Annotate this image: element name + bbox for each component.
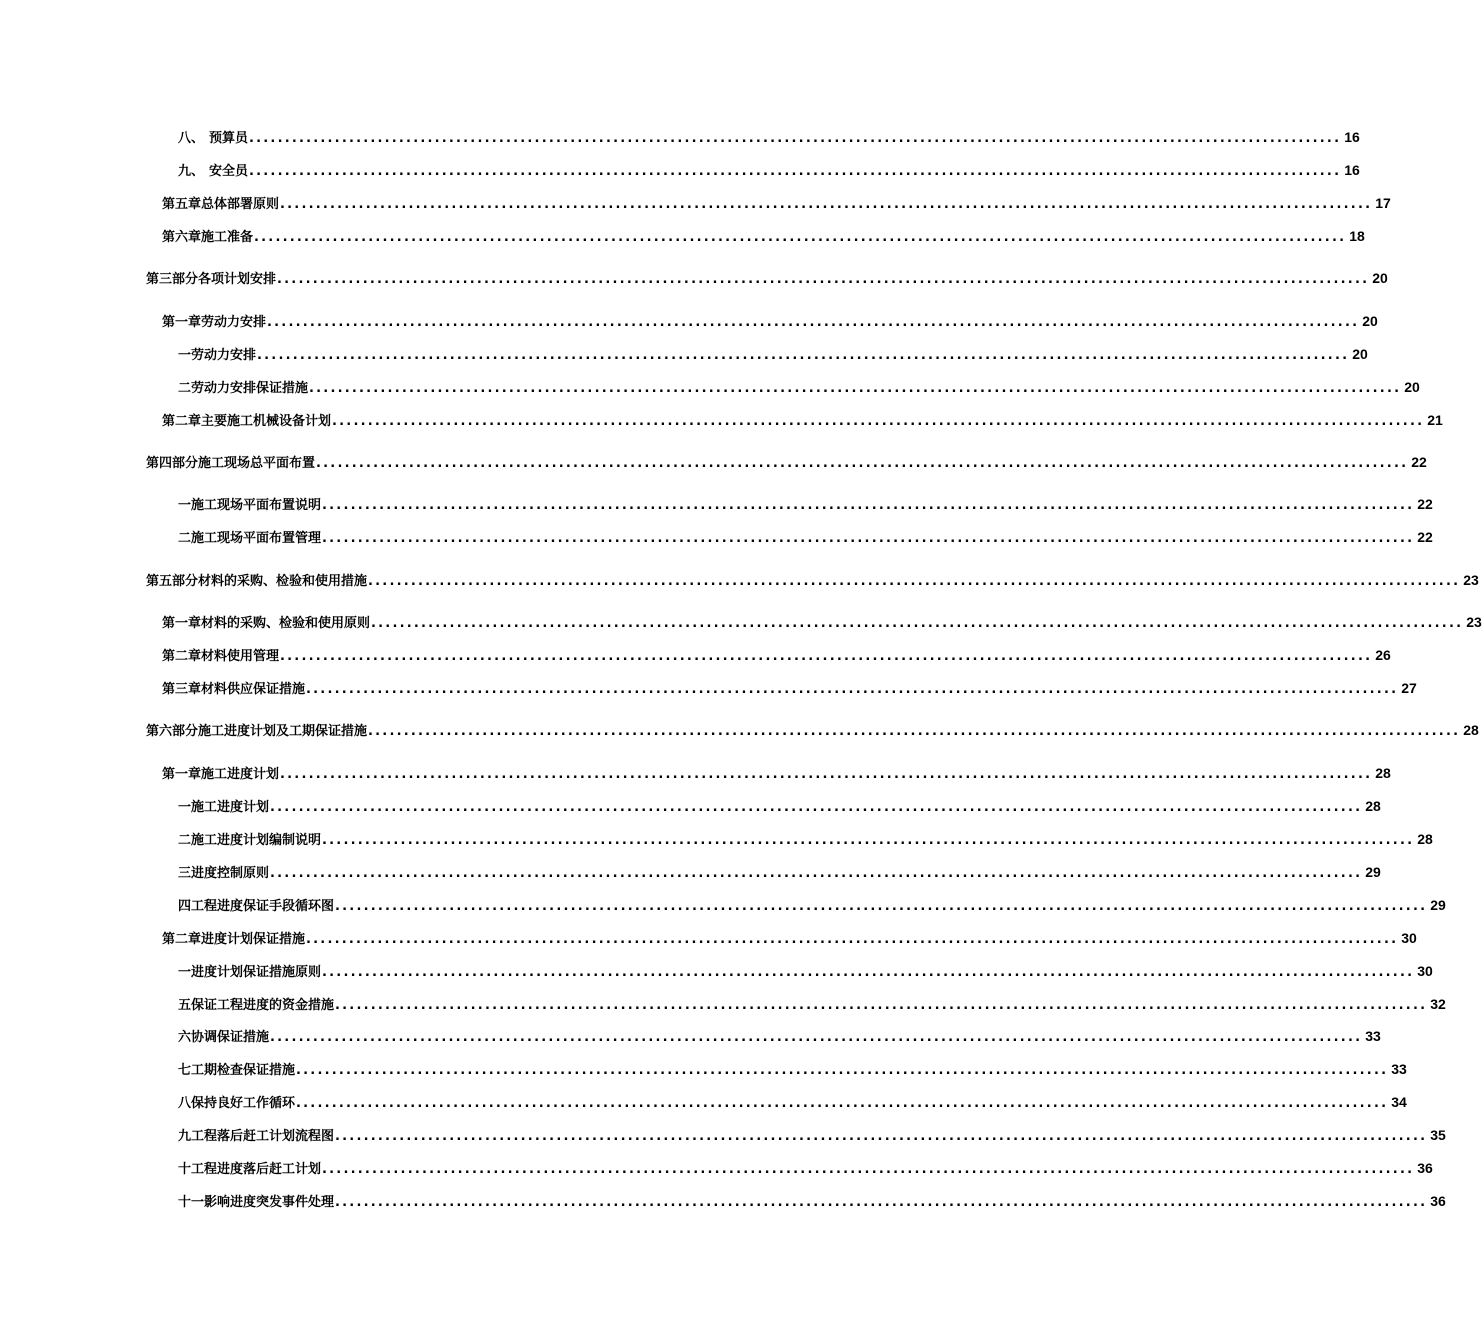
- toc-entry-number: 第一章: [162, 767, 202, 782]
- toc-entry-number: 十: [178, 1162, 192, 1177]
- toc-dot-leader: .........................................................................................................................................................: [332, 414, 1425, 429]
- toc-dot-leader: .........................................................................................................................................................: [249, 164, 1342, 179]
- toc-entry-number: 八: [178, 1096, 192, 1111]
- toc-page-number: 16: [1344, 162, 1360, 178]
- toc-page-number: 26: [1375, 647, 1391, 663]
- toc-dot-leader: .........................................................................................................................................................: [277, 272, 1370, 287]
- toc-entry-title: 保持良好工作循环: [191, 1096, 296, 1111]
- toc-entry-number: 第二章: [162, 414, 202, 429]
- toc-entry-title: 协调保证措施: [191, 1030, 270, 1045]
- toc-entry-title: 施工进度计划: [201, 767, 280, 782]
- toc-dot-leader: .........................................................................................................................................................: [267, 315, 1360, 330]
- toc-entry-title: 劳动力安排保证措施: [191, 381, 309, 396]
- toc-page-number: 20: [1362, 313, 1378, 329]
- toc-page-number: 22: [1417, 496, 1433, 512]
- toc-entry-number: 第二章: [162, 932, 202, 947]
- toc-dot-leader: .........................................................................................................................................................: [322, 1162, 1415, 1177]
- toc-entry-number: 一: [178, 800, 192, 815]
- toc-dot-leader: .........................................................................................................................................................: [371, 616, 1464, 631]
- toc-page-number: 28: [1365, 798, 1381, 814]
- toc-page-number: 20: [1404, 379, 1420, 395]
- toc-dot-leader: .........................................................................................................................................................: [335, 1129, 1428, 1144]
- toc-dot-leader: .........................................................................................................................................................: [280, 767, 1373, 782]
- toc-dot-leader: .........................................................................................................................................................: [254, 230, 1347, 245]
- toc-dot-leader: .........................................................................................................................................................: [270, 1030, 1363, 1045]
- toc-entry-number: 第六部分: [146, 724, 199, 739]
- toc-entry-title: 施工现场平面布置管理: [191, 531, 322, 546]
- toc-entry-number: 第五章: [162, 197, 202, 212]
- toc-entry-number: 十一: [178, 1195, 205, 1210]
- toc-dot-leader: .........................................................................................................................................................: [322, 531, 1415, 546]
- toc-entry-title: 材料供应保证措施: [201, 682, 306, 697]
- toc-entry-title: 施工进度计划编制说明: [191, 833, 322, 848]
- toc-entry[interactable]: 九、 安全员 ......................................................................................................................................................... 16: [178, 159, 886, 181]
- toc-entry-title: 进度计划保证措施: [201, 932, 306, 947]
- toc-dot-leader: .........................................................................................................................................................: [322, 498, 1415, 513]
- toc-entry-number: 九: [178, 1129, 192, 1144]
- toc-dot-leader: .........................................................................................................................................................: [368, 574, 1461, 589]
- toc-page-number: 28: [1375, 765, 1391, 781]
- toc-entry-title: 劳动力安排: [191, 348, 257, 363]
- toc-page-number: 22: [1417, 529, 1433, 545]
- toc-entry-title: 进度计划保证措施原则: [191, 965, 322, 980]
- toc-entry-number: 二: [178, 531, 192, 546]
- toc-entry[interactable]: [178, 861, 1381, 883]
- toc-page-number: 32: [1430, 996, 1446, 1012]
- toc-entry-title: 工程落后赶工计划流程图: [191, 1129, 335, 1144]
- toc-entry-number: 第三部分: [146, 272, 199, 287]
- toc-entry-title: 预算员: [209, 131, 249, 146]
- toc-entry[interactable]: [178, 894, 1446, 916]
- toc-entry-number: 七: [178, 1063, 192, 1078]
- toc-entry[interactable]: [162, 762, 1391, 784]
- toc-page-number: 33: [1365, 1028, 1381, 1044]
- toc-page-number: 27: [1401, 680, 1417, 696]
- toc-page-number: 16: [1344, 129, 1360, 145]
- toc-page-number: 18: [1349, 228, 1365, 244]
- toc-page-number: 35: [1430, 1127, 1446, 1143]
- toc-entry[interactable]: [146, 719, 1479, 741]
- toc-entry[interactable]: 八、 预算员 ......................................................................................................................................................... 16: [178, 126, 886, 148]
- toc-entry[interactable]: [178, 526, 1433, 548]
- toc-page-number: 28: [1417, 831, 1433, 847]
- toc-entry-number: 第五部分: [146, 574, 199, 589]
- toc-entry-number: 三: [178, 866, 192, 881]
- toc-page-number: 30: [1401, 930, 1417, 946]
- toc-entry-title: 保证工程进度的资金措施: [191, 998, 335, 1013]
- toc-dot-leader: .........................................................................................................................................................: [296, 1096, 1389, 1111]
- toc-dot-leader: .........................................................................................................................................................: [309, 381, 1402, 396]
- toc-entry-number: 二: [178, 381, 192, 396]
- toc-entry-title: 工期检查保证措施: [191, 1063, 296, 1078]
- toc-entry-number: 六: [178, 1030, 192, 1045]
- toc-entry[interactable]: [162, 644, 1391, 666]
- toc-entry[interactable]: [162, 225, 1365, 247]
- toc-page-number: 33: [1391, 1061, 1407, 1077]
- toc-dot-leader: .........................................................................................................................................................: [322, 833, 1415, 848]
- toc-page-number: 29: [1430, 897, 1446, 913]
- toc-page-number: 28: [1463, 722, 1479, 738]
- toc-entry-number: 第四部分: [146, 456, 199, 471]
- toc-entry[interactable]: [162, 192, 1391, 214]
- toc-page-number: 17: [1375, 195, 1391, 211]
- toc-page-number: 20: [1352, 346, 1368, 362]
- toc-entry[interactable]: [178, 1190, 1446, 1212]
- toc-page-number: 20: [1372, 270, 1388, 286]
- toc-entry-title: 施工进度计划: [191, 800, 270, 815]
- toc-entry[interactable]: [178, 376, 1420, 398]
- toc-entry-title: 施工现场总平面布置: [198, 456, 316, 471]
- toc-entry-title: 施工进度计划及工期保证措施: [198, 724, 368, 739]
- toc-entry-title: 材料的采购、检验和使用措施: [198, 574, 368, 589]
- toc-page-number: 36: [1417, 1160, 1433, 1176]
- toc-dot-leader: .........................................................................................................................................................: [270, 866, 1363, 881]
- toc-entry-title: 劳动力安排: [201, 315, 267, 330]
- toc-entry[interactable]: [162, 310, 1378, 332]
- toc-page-number: 36: [1430, 1193, 1446, 1209]
- toc-entry-number: 第一章: [162, 616, 202, 631]
- toc-entry-number: 四: [178, 899, 192, 914]
- toc-entry[interactable]: [162, 409, 1443, 431]
- toc-dot-leader: .........................................................................................................................................................: [306, 682, 1399, 697]
- toc-entry-title: 进度控制原则: [191, 866, 270, 881]
- toc-entry[interactable]: [146, 569, 1479, 591]
- toc-entry[interactable]: [178, 795, 1381, 817]
- toc-entry[interactable]: [178, 960, 1433, 982]
- toc-dot-leader: .........................................................................................................................................................: [322, 965, 1415, 980]
- toc-page-number: 21: [1427, 412, 1443, 428]
- toc-entry-title: 影响进度突发事件处理: [204, 1195, 335, 1210]
- toc-entry-title: 安全员: [209, 164, 249, 179]
- toc-entry[interactable]: [178, 1124, 1446, 1146]
- toc-entry[interactable]: [178, 1025, 1381, 1047]
- toc-page-number: 30: [1417, 963, 1433, 979]
- toc-entry[interactable]: [162, 927, 1417, 949]
- toc-entry-title: 总体部署原则: [201, 197, 280, 212]
- toc-entry-title: 材料的采购、检验和使用原则: [201, 616, 371, 631]
- toc-dot-leader: .........................................................................................................................................................: [368, 724, 1461, 739]
- toc-entry[interactable]: [146, 267, 1388, 289]
- toc-dot-leader: .........................................................................................................................................................: [296, 1063, 1389, 1078]
- toc-dot-leader: .........................................................................................................................................................: [316, 456, 1409, 471]
- toc-entry[interactable]: [178, 993, 1446, 1015]
- toc-entry-title: 施工现场平面布置说明: [191, 498, 322, 513]
- toc-entry[interactable]: [178, 1157, 1433, 1179]
- toc-entry-number: 第一章: [162, 315, 202, 330]
- toc-dot-leader: .........................................................................................................................................................: [280, 649, 1373, 664]
- toc-entry-number: 一: [178, 348, 192, 363]
- toc-entry-title: 工程进度保证手段循环图: [191, 899, 335, 914]
- toc-entry[interactable]: [162, 677, 1417, 699]
- toc-entry-number: 二: [178, 833, 192, 848]
- toc-entry[interactable]: [178, 343, 1368, 365]
- toc-dot-leader: .........................................................................................................................................................: [335, 1195, 1428, 1210]
- toc-dot-leader: .........................................................................................................................................................: [335, 899, 1428, 914]
- toc-entry-number: 五: [178, 998, 192, 1013]
- toc-entry[interactable]: [162, 611, 1482, 633]
- toc-dot-leader: .........................................................................................................................................................: [335, 998, 1428, 1013]
- toc-page-number: 23: [1463, 572, 1479, 588]
- toc-page-number: 22: [1411, 454, 1427, 470]
- toc-entry[interactable]: [178, 493, 1433, 515]
- toc-entry[interactable]: [146, 451, 1427, 473]
- toc-entry-title: 工程进度落后赶工计划: [191, 1162, 322, 1177]
- toc-page-number: 29: [1365, 864, 1381, 880]
- toc-dot-leader: .........................................................................................................................................................: [270, 800, 1363, 815]
- toc-entry-number: 第二章: [162, 649, 202, 664]
- toc-page-number: 34: [1391, 1094, 1407, 1110]
- toc-entry[interactable]: [178, 1091, 1407, 1113]
- toc-entry-number: 第三章: [162, 682, 202, 697]
- toc-dot-leader: .........................................................................................................................................................: [249, 131, 1342, 146]
- toc-entry-title: 各项计划安排: [198, 272, 277, 287]
- toc-entry-number: 第六章: [162, 230, 202, 245]
- toc-dot-leader: .........................................................................................................................................................: [306, 932, 1399, 947]
- toc-entry-title: 主要施工机械设备计划: [201, 414, 332, 429]
- toc-entry-number: 一: [178, 965, 192, 980]
- toc-entry-title: 施工准备: [201, 230, 254, 245]
- toc-page-number: 23: [1466, 614, 1482, 630]
- toc-entry[interactable]: [178, 1058, 1407, 1080]
- toc-dot-leader: .........................................................................................................................................................: [257, 348, 1350, 363]
- toc-entry[interactable]: [178, 828, 1433, 850]
- toc-entry-title: 材料使用管理: [201, 649, 280, 664]
- toc-entry-number: 一: [178, 498, 192, 513]
- toc-dot-leader: .........................................................................................................................................................: [280, 197, 1373, 212]
